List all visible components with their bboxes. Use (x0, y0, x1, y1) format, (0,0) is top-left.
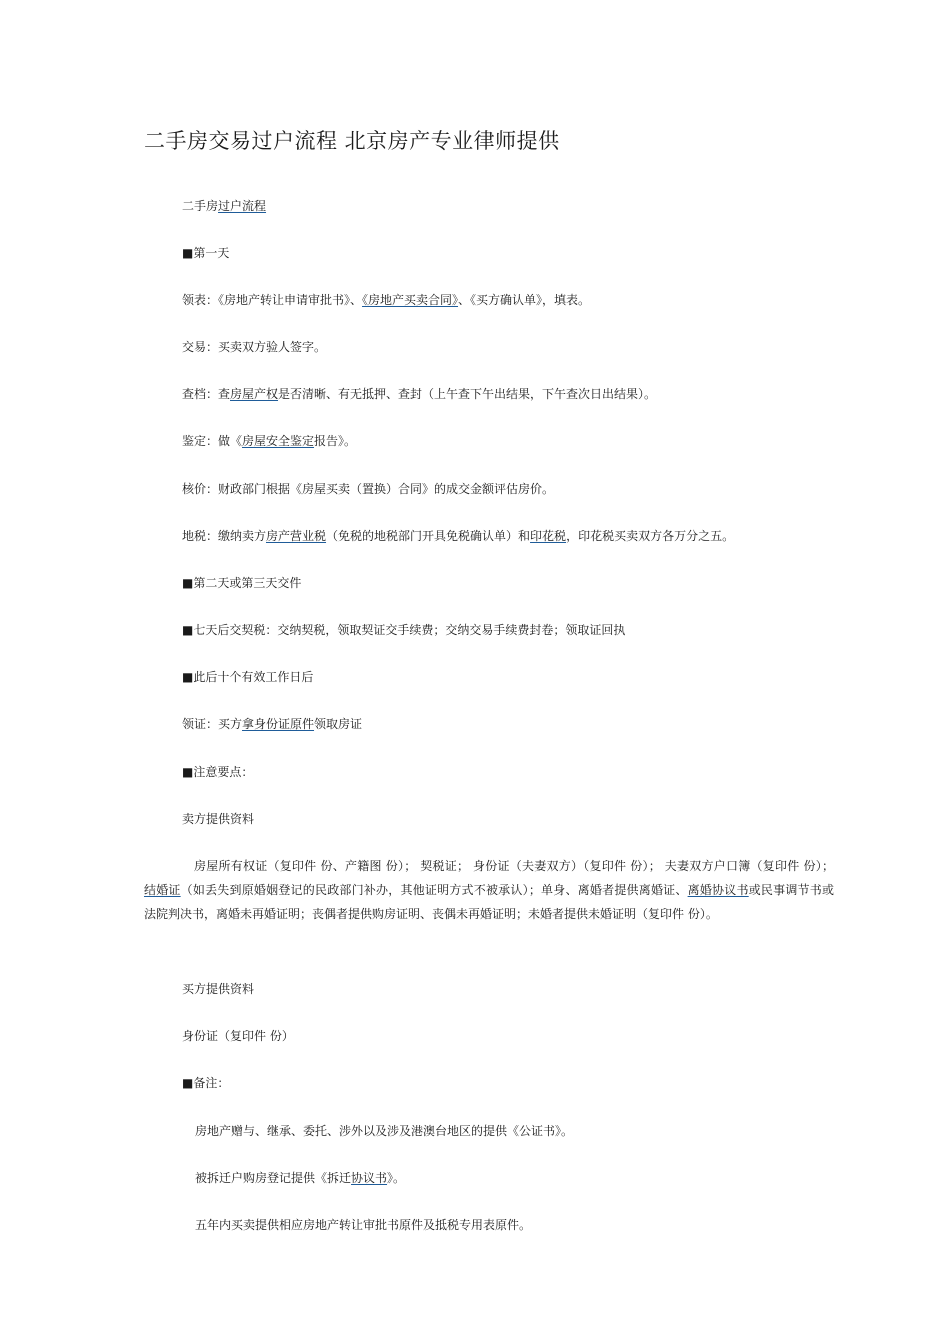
remark-relocation (195, 1170, 405, 1186)
divorce-agreement-link[interactable]: 离婚协议书 (687, 883, 749, 897)
day2-heading: ■第二天或第三天交件 (182, 576, 302, 590)
property-right-link[interactable]: 房屋产权 (230, 387, 279, 401)
cert-line (182, 716, 362, 732)
day7-heading: ■七天后交契税：交纳契税，领取契证交手续费；交纳交易手续费封卷；领取证回执 (182, 623, 626, 637)
seller-materials-text-3: 或民事调节书或法院判决书，离婚未再婚证明；丧偶者提供购房证明、丧偶未再婚证明；未婚者提供未婚证明（复印件 份）。 (144, 883, 834, 921)
process-link[interactable]: 过户流程 (218, 199, 267, 213)
notes-heading: ■注意要点： (182, 765, 254, 779)
archive-text-end: 是否清晰、有无抵押、查封（上午查下午出结果，下午查次日出结果）。 (278, 387, 657, 401)
remark-relocation-text: 被拆迁户购房登记提供《拆迁 (195, 1171, 352, 1185)
form-text-end: 、《买方确认单》，填表。 (458, 293, 591, 307)
marriage-cert-link[interactable]: 结婚证 (144, 883, 181, 897)
appraise-text-end: 报告》。 (314, 434, 357, 448)
business-tax-link[interactable]: 房产营业税 (266, 529, 327, 543)
tax-text: 地税：缴纳卖方 (182, 529, 267, 543)
remark-notarial: 房地产赠与、继承、委托、涉外以及涉及港澳台地区的提供《公证书》。 (195, 1124, 574, 1138)
archive-text: 查档：查 (182, 387, 231, 401)
trade-line: 交易：买卖双方验人签字。 (182, 340, 327, 354)
form-text: 领表：《房地产转让申请审批书》、 (182, 293, 363, 307)
cert-text: 领证：买方 (182, 717, 243, 731)
seller-heading: 卖方提供资料 (182, 812, 255, 826)
safety-appraisal-link[interactable]: 房屋安全鉴定 (242, 434, 315, 448)
form-line (182, 292, 590, 308)
archive-line (182, 386, 656, 402)
subtitle (182, 198, 266, 214)
agreement-link[interactable]: 协议书 (351, 1171, 388, 1185)
remark-five-years: 五年内买卖提供相应房地产转让审批书原件及抵税专用表原件。 (195, 1218, 532, 1232)
tax-text-mid: （免税的地税部门开具免税确认单）和 (326, 529, 531, 543)
tax-text-end: ，印花税买卖双方各万分之五。 (566, 529, 735, 543)
day10-heading: ■此后十个有效工作日后 (182, 670, 314, 684)
appraise-line (182, 433, 356, 449)
stamp-tax-link[interactable]: 印花税 (530, 529, 567, 543)
document-title: 二手房交易过户流程 北京房产专业律师提供 (144, 129, 560, 153)
seller-materials-text: 房屋所有权证（复印件 份、产籍图 份）； 契税证； 身份证（夫妻双方）（复印件 份）； 夫妻双方户口簿（复印件 份）； (194, 859, 834, 873)
day1-heading: ■第一天 (182, 246, 230, 260)
tax-line (182, 528, 734, 544)
seller-materials-text-2: （如丢失到原婚姻登记的民政部门补办，其他证明方式不被承认）；单身、离婚者提供离婚证、 (180, 883, 688, 897)
id-original-link[interactable]: 拿身份证原件 (242, 717, 315, 731)
buyer-heading: 买方提供资料 (182, 982, 255, 996)
price-line: 核价：财政部门根据《房屋买卖（置换）合同》的成交金额评估房价。 (182, 482, 555, 496)
cert-text-end: 领取房证 (314, 717, 363, 731)
appraise-text: 鉴定：做《 (182, 434, 243, 448)
subtitle-text: 二手房 (182, 199, 219, 213)
seller-materials (144, 854, 834, 926)
remark-relocation-text-end: 》。 (387, 1171, 406, 1185)
buyer-materials: 身份证（复印件 份） (182, 1029, 294, 1043)
sale-contract-link[interactable]: 《房地产买卖合同》 (362, 293, 459, 307)
remarks-heading: ■备注： (182, 1076, 230, 1090)
